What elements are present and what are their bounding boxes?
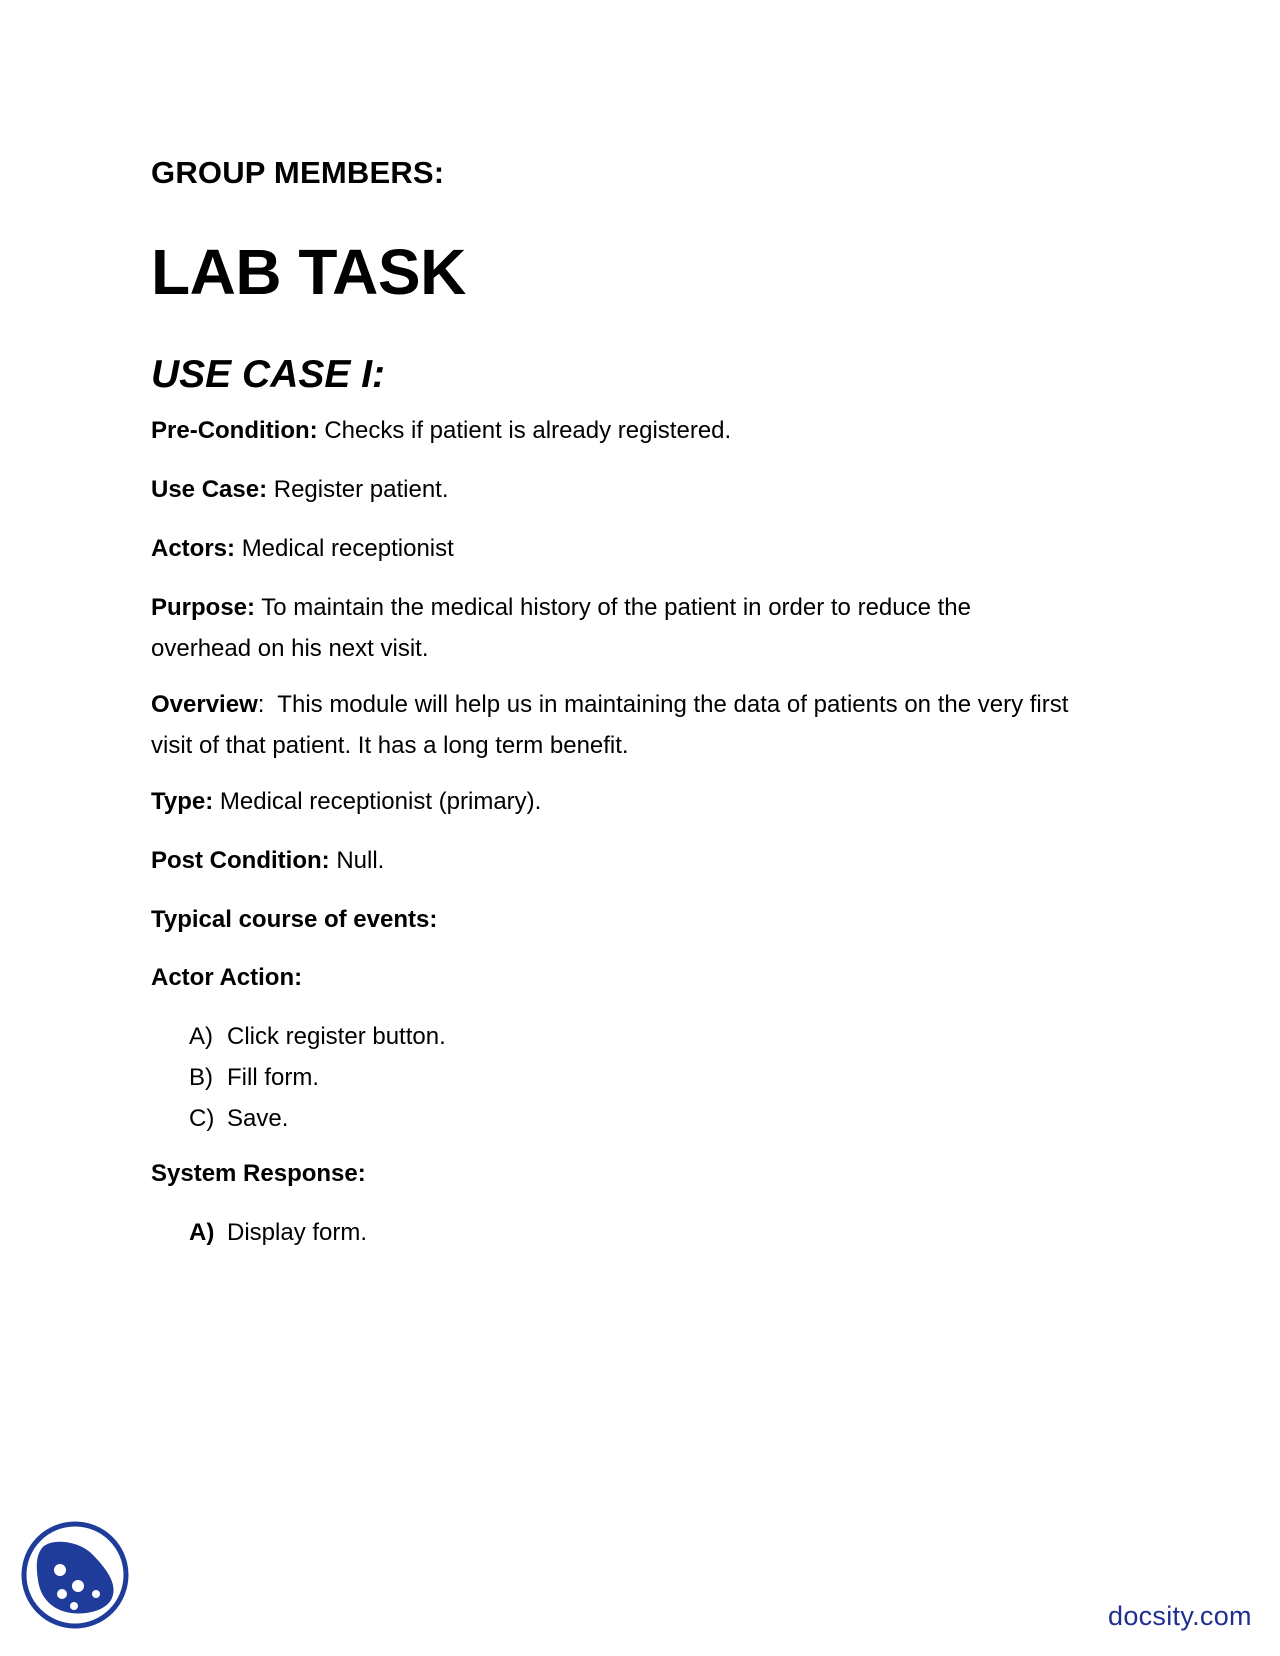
pre-condition-line (151, 410, 1111, 451)
use-case-heading: USE CASE I: (151, 353, 386, 396)
pre-condition-label: Pre-Condition: (151, 417, 318, 444)
overview-value: : This module will help us in maintaining the data of patients on the very first visit of that patient. It has a long term benefit. (151, 691, 1076, 759)
overview-label: Overview (151, 691, 258, 718)
list-marker: A) (189, 1219, 215, 1246)
pre-condition-value: Checks if patient is already registered. (324, 417, 732, 444)
list-item-text: Save. (227, 1105, 289, 1132)
purpose-label: Purpose: (151, 594, 256, 621)
actor-action-label: Actor Action: (151, 964, 303, 991)
system-response-label: System Response: (151, 1160, 366, 1187)
use-case-line (151, 469, 1111, 510)
docsity-logo-icon[interactable] (20, 1520, 130, 1630)
brand-link[interactable]: docsity.com (1108, 1601, 1252, 1631)
typical-course-heading (151, 899, 1111, 940)
list-marker: A) (189, 1023, 213, 1050)
group-members-heading: GROUP MEMBERS: (151, 155, 445, 190)
actor-action-heading (151, 957, 1111, 998)
list-marker: B) (189, 1064, 213, 1091)
system-response-list (189, 1212, 367, 1253)
list-item-text: Fill form. (227, 1064, 319, 1091)
system-response-heading (151, 1153, 1111, 1194)
list-item-text: Display form. (227, 1219, 368, 1246)
post-condition-line (151, 840, 1111, 881)
use-case-label: Use Case: (151, 476, 268, 503)
post-condition-label: Post Condition: (151, 847, 330, 874)
overview-paragraph (151, 684, 1076, 766)
actor-action-list (189, 1016, 446, 1139)
list-marker: C) (189, 1105, 215, 1132)
type-line (151, 781, 1111, 822)
list-item-text: Click register button. (227, 1023, 446, 1050)
typical-course-label: Typical course of events: (151, 906, 438, 933)
list-item (189, 1212, 367, 1253)
page-title: LAB TASK (151, 236, 466, 308)
use-case-value: Register patient. (273, 476, 449, 503)
purpose-value: To maintain the medical history of the patient in order to reduce the overhead on his next visit. (151, 594, 971, 662)
actors-label: Actors: (151, 535, 236, 562)
type-value: Medical receptionist (primary). (219, 788, 542, 815)
list-item (189, 1098, 446, 1139)
list-item (189, 1057, 446, 1098)
list-item (189, 1016, 446, 1057)
actors-value: Medical receptionist (241, 535, 454, 562)
type-label: Type: (151, 788, 214, 815)
actors-line (151, 528, 1111, 569)
post-condition-value: Null. (336, 847, 385, 874)
purpose-paragraph (151, 587, 1071, 669)
